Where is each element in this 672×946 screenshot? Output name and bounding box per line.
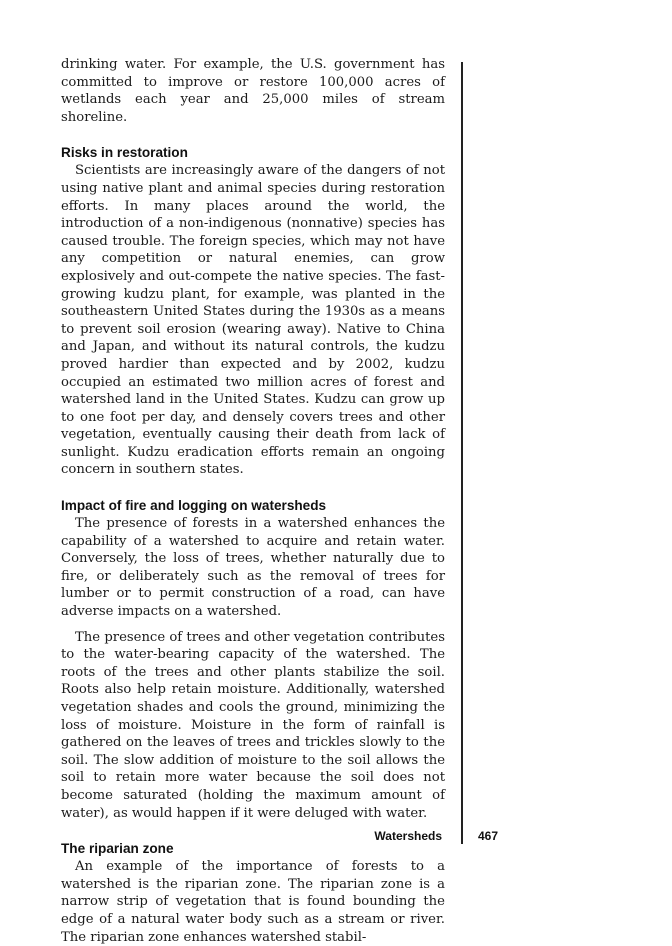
- page-number: 467: [478, 829, 499, 843]
- intro-paragraph: drinking water. For example, the U.S. government has committed to improve or restore 100,000 acres of wetlands each year and 25,000 miles of stream shoreline.: [61, 57, 445, 125]
- vertical-divider-rule: [461, 62, 463, 844]
- fire-paragraph-2: The presence of trees and other vegetation contributes to the water-bearing capacity of the watershed. The roots of the trees and other plants stabilize the soil. Roots also help retain moisture. Additionally, watershed vegetation shades and cools the ground, minimizing the loss of moisture. Moisture in the form of rainfall is gathered on the leaves of trees and trickles slowly to the soil. The slow addition of moisture to the soil allows the soil to retain more water because the soil does not become saturated (holding the maximum amount of water), as would happen if it were deluged with water.: [61, 629, 445, 821]
- text-column: [61, 56, 445, 946]
- risks-paragraph: Scientists are increasingly aware of the dangers of not using native plant and animal species during restoration efforts. In many places around the world, the introduction of a non-indigenous (nonnative) species has caused trouble. The foreign species, which may not have any competition or natural enemies, can grow explosively and out-compete the native species. The fast-growing kudzu plant, for example, was planted in the southeastern United States during the 1930s as a means to prevent soil erosion (wearing away). Native to China and Japan, and without its natural controls, the kudzu proved hardier than expected and by 2002, kudzu occupied an estimated two million acres of forest and watershed land in the United States. Kudzu can grow up to one foot per day, and densely covers trees and other vegetation, eventually causing their death from lack of sunlight. Kudzu eradication efforts remain an ongoing concern in southern states.: [61, 163, 445, 478]
- running-footer-title: Watersheds: [374, 829, 442, 843]
- fire-paragraph-1: The presence of forests in a watershed enhances the capability of a watershed to acquire and retain water. Conversely, the loss of trees, whether naturally due to fire, or deliberately such as the removal of trees for lumber or to permit construction of a road, can have adverse impacts on a watershed.: [61, 516, 445, 620]
- heading-riparian-zone: The riparian zone: [61, 841, 174, 857]
- heading-impact-of-fire-and-logging: Impact of fire and logging on watersheds: [61, 498, 327, 514]
- heading-risks-in-restoration: Risks in restoration: [61, 145, 188, 161]
- riparian-paragraph: An example of the importance of forests to a watershed is the riparian zone. The riparian zone is a narrow strip of vegetation that is found bounding the edge of a natural water body such as a stream or river. The riparian zone enhances watershed stabil-: [61, 859, 445, 945]
